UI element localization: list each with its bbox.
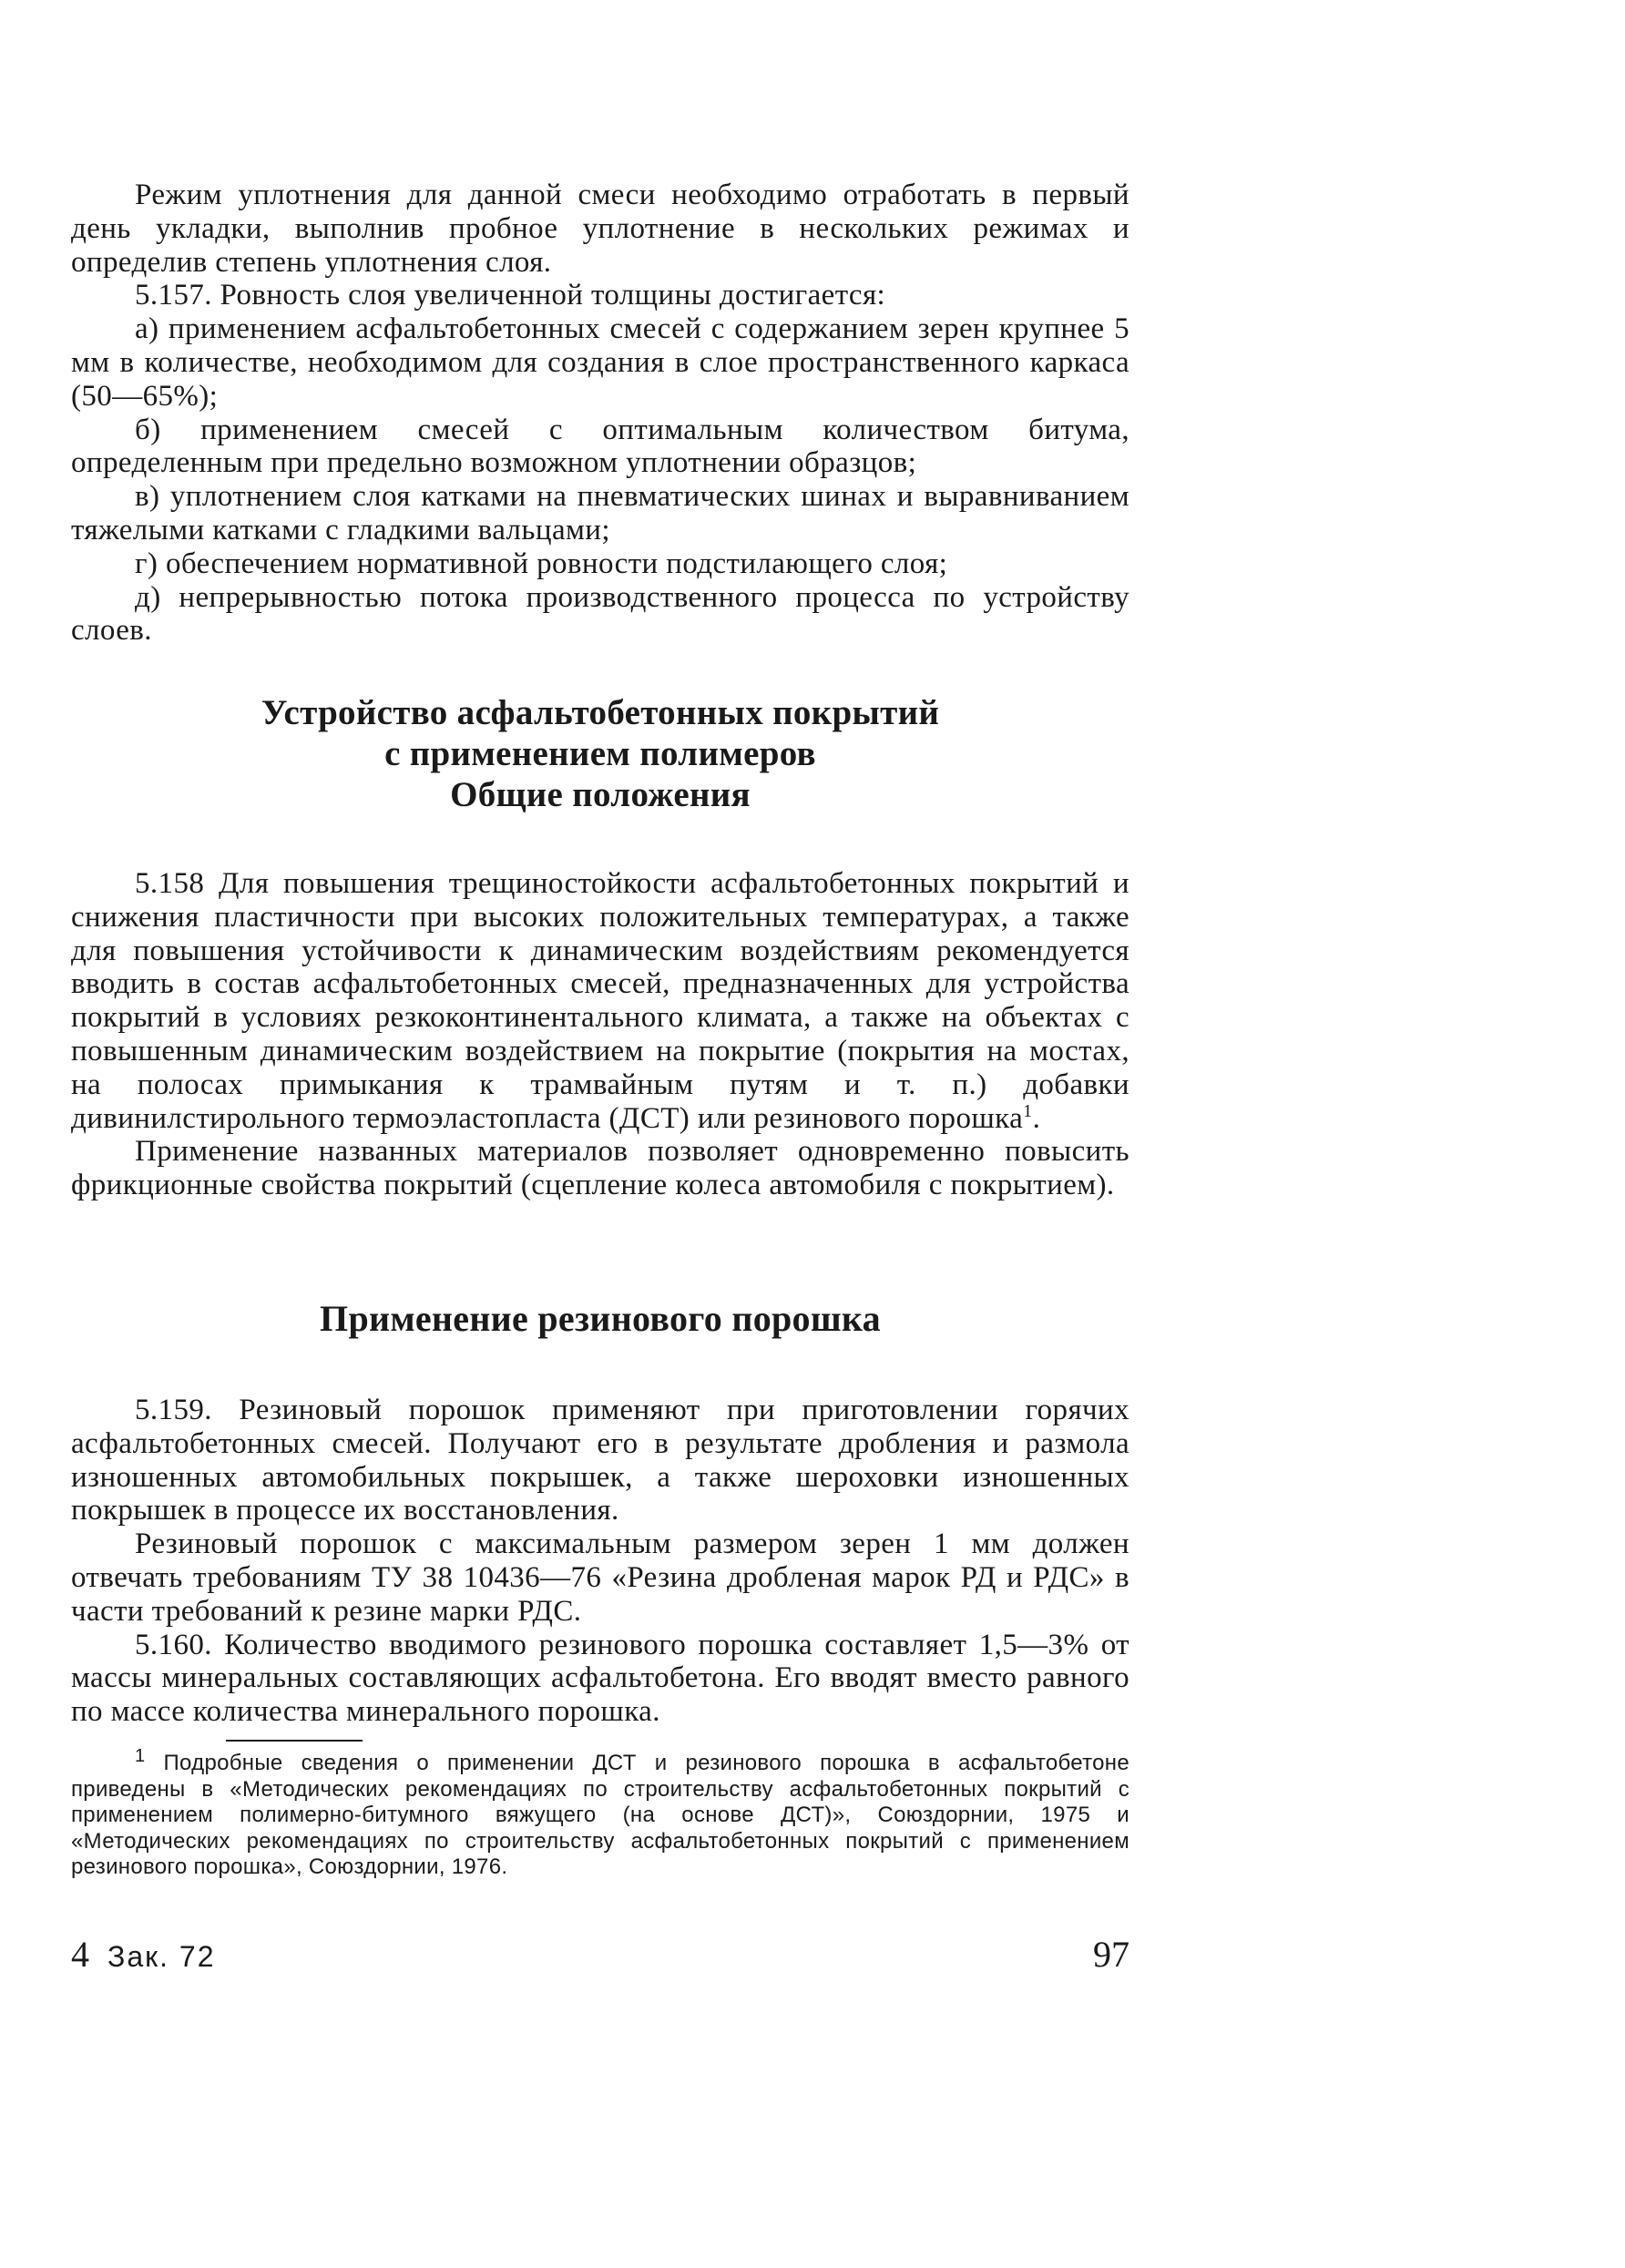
intro-text xyxy=(71,179,1129,648)
heading-line: Устройство асфальтобетонных покрытий xyxy=(261,693,940,732)
page-number: 97 xyxy=(1093,1934,1129,1975)
footnote xyxy=(71,1746,1130,1881)
paragraph-end: . xyxy=(1032,1101,1041,1135)
section-rubber-text xyxy=(71,1394,1129,1729)
list-item: б) применением смесей с оптимальным количеством битума, определенным при предельно возможном уплотнении образцов; xyxy=(71,413,1129,480)
list-item: а) применением асфальтобетонных смесей с содержанием зерен крупнее 5 мм в количестве, необходимом для создания в слое пространственного каркаса (50—65%); xyxy=(71,312,1129,413)
paragraph: Режим уплотнения для данной смеси необходимо отработать в первый день укладки, выполнив пробное уплотнение в нескольких режимах и определив степень уплотнения слоя. xyxy=(71,179,1129,279)
heading-line: с применением полимеров xyxy=(384,734,816,773)
list-item: в) уплотнением слоя катками на пневматических шинах и выравниванием тяжелыми катками с гладкими вальцами; xyxy=(71,480,1129,547)
paragraph: Резиновый порошок с максимальным размером зерен 1 мм должен отвечать требованиям ТУ 38 10436—76 «Резина дробленая марок РД и РДС» в части требований к резине марки РДС. xyxy=(71,1527,1129,1628)
signature-number: 4 xyxy=(71,1934,91,1975)
footnote-body: Подробные сведения о применении ДСТ и резинового порошка в асфальтобетоне приведены в «Методических рекомендациях по строительству асфальтобетонных покрытий с применением полимерно-битумного вяжущего (на основе ДСТ)», Союздорнии, 1975 и «Методических рекомендациях по строительству асфальтобетонных покрытий с применением резинового порошка», Союздорнии, 1976. xyxy=(71,1751,1130,1879)
footnote-divider xyxy=(226,1740,363,1742)
footnote-mark: 1 xyxy=(135,1746,146,1766)
paragraph: 5.160. Количество вводимого резинового порошка составляет 1,5—3% от массы минеральных составляющих асфальтобетона. Его вводят вместо равного по массе количества минерального порошка. xyxy=(71,1628,1129,1729)
paragraph: 5.159. Резиновый порошок применяют при приготовлении горячих асфальтобетонных смесей. Получают его в результате дробления и размола изношенных автомобильных покрышек, а также шероховки изношенных покрышек в процессе их восстановления. xyxy=(71,1394,1129,1527)
paragraph: Применение названных материалов позволяет одновременно повысить фрикционные свойства покрытий (сцепление колеса автомобиля с покрытием). xyxy=(71,1135,1129,1202)
paragraph xyxy=(71,867,1129,1135)
section-heading-polymers xyxy=(71,692,1129,815)
footnote-text xyxy=(71,1746,1130,1881)
section-heading-rubber xyxy=(71,1298,1129,1339)
heading-line: Применение резинового порошка xyxy=(320,1298,881,1339)
list-item: г) обеспечением нормативной ровности подстилающего слоя; xyxy=(135,547,948,580)
paragraph: 5.157. Ровность слоя увеличенной толщины достигается: xyxy=(135,279,886,312)
printer-signature xyxy=(71,1933,216,1976)
page-footer xyxy=(71,1933,1129,1976)
signature-text: Зак. 72 xyxy=(107,1940,216,1973)
paragraph-text: 5.158 Для повышения трещиностойкости асфальтобетонных покрытий и снижения пластичности при высоких положительных температурах, а также для повышения устойчивости к динамическим воздействиям рекомендуется вводить в состав асфальтобетонных смесей, предназначенных для устройства покрытий в условиях резкоконтинентального климата, а также на объектах с повышенным динамическим воздействием на покрытие (покрытия на мостах, на полосах примыкания к трамвайным путям и т. п.) добавки дивинилстирольного термоэластопласта (ДСТ) или резинового порошка xyxy=(71,867,1129,1135)
footnote-mark: 1 xyxy=(1023,1100,1033,1121)
list-item: д) непрерывностью потока производственного процесса по устройству слоев. xyxy=(71,580,1129,648)
heading-line: Общие положения xyxy=(450,775,751,814)
section-general-text xyxy=(71,867,1129,1202)
